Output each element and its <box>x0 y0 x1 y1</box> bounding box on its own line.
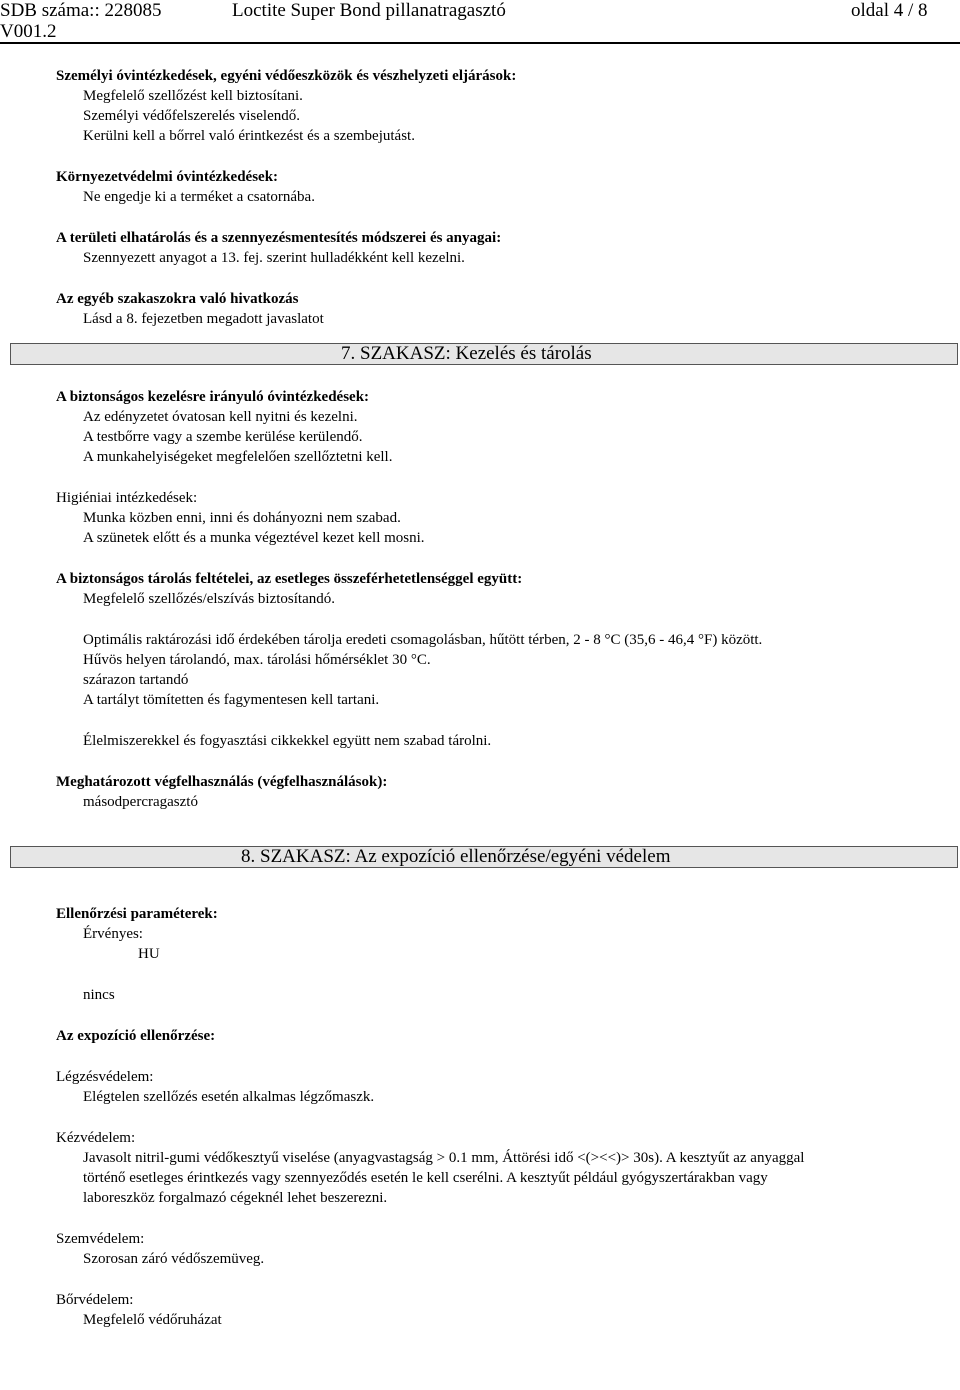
document-body <box>56 66 936 1330</box>
section-7-title: 7. SZAKASZ: Kezelés és tárolás <box>341 343 592 364</box>
list-item: A munkahelyiségeket megfelelően szellőztetni kell. <box>83 449 393 465</box>
hand-label: Kézvédelem: <box>56 1130 136 1146</box>
list-item: Megfelelő szellőzést kell biztosítani. <box>83 88 303 104</box>
header-divider <box>0 42 960 44</box>
section-8-bar <box>10 846 958 868</box>
safe-handling-heading: A biztonságos kezelésre irányuló óvintézkedések: <box>56 389 370 405</box>
page-header <box>0 0 960 44</box>
list-item: A testbőrre vagy a szembe kerülése kerülendő. <box>83 429 363 445</box>
env-precautions-heading: Környezetvédelmi óvintézkedések: <box>56 169 279 185</box>
list-item: Javasolt nitril-gumi védőkesztyű viselése (anyagvastagság > 0.1 mm, Áttörési idő <(><<)> 30s). A kesztyűt az anyaggal <box>83 1150 805 1166</box>
list-item: Hűvös helyen tárolandó, max. tárolási hőmérséklet 30 °C. <box>83 652 431 668</box>
list-item: történő esetleges érintkezés vagy szennyeződés esetén le kell cserélni. A kesztyűt például gyógyszertárakban vagy <box>83 1170 768 1186</box>
list-item: laboreszköz forgalmazó cégeknél lehet beszerezni. <box>83 1190 388 1206</box>
list-item: Optimális raktározási idő érdekében tárolja eredeti csomagolásban, hűtött térben, 2 - 8 °C (35,6 - 46,4 °F) között. <box>83 632 763 648</box>
containment-heading: A területi elhatárolás és a szennyezésmentesítés módszerei és anyagai: <box>56 230 502 246</box>
list-item: másodpercragasztó <box>83 794 198 810</box>
valid-country: HU <box>138 946 160 962</box>
hygiene-heading: Higiéniai intézkedések: <box>56 490 198 506</box>
exposure-controls-heading: Az expozíció ellenőrzése: <box>56 1028 216 1044</box>
valid-label: Érvényes: <box>83 926 143 942</box>
list-item: Lásd a 8. fejezetben megadott javaslatot <box>83 311 324 327</box>
list-item: A tartályt tömítetten és fagymentesen kell tartani. <box>83 692 380 708</box>
list-item: Az edényzetet óvatosan kell nyitni és kezelni. <box>83 409 358 425</box>
personal-precautions-heading: Személyi óvintézkedések, egyéni védőeszközök és vészhelyzeti eljárások: <box>56 68 517 84</box>
respiratory-label: Légzésvédelem: <box>56 1069 154 1085</box>
version: V001.2 <box>0 21 57 42</box>
list-item: Élelmiszerekkel és fogyasztási cikkekkel együtt nem szabad tárolni. <box>83 733 492 749</box>
sdb-number: SDB száma:: 228085 <box>0 0 162 21</box>
list-item: Személyi védőfelszerelés viselendő. <box>83 108 301 124</box>
control-parameters-heading: Ellenőrzési paraméterek: <box>56 906 218 922</box>
list-item: Kerülni kell a bőrrel való érintkezést és a szembejutást. <box>83 128 415 144</box>
page-number: oldal 4 / 8 <box>851 0 928 21</box>
list-item: Munka közben enni, inni és dohányozni nem szabad. <box>83 510 401 526</box>
safe-storage-heading: A biztonságos tárolás feltételei, az esetleges összeférhetetlenséggel együtt: <box>56 571 523 587</box>
section-7-bar <box>10 343 958 365</box>
list-item: Szennyezett anyagot a 13. fej. szerint hulladékként kell kezelni. <box>83 250 465 266</box>
none-value: nincs <box>83 987 115 1003</box>
reference-heading: Az egyéb szakaszokra való hivatkozás <box>56 291 299 307</box>
list-item: Ne engedje ki a terméket a csatornába. <box>83 189 315 205</box>
product-name: Loctite Super Bond pillanatragasztó <box>232 0 506 21</box>
skin-label: Bőrvédelem: <box>56 1292 134 1308</box>
list-item: Megfelelő védőruházat <box>83 1312 222 1328</box>
list-item: Megfelelő szellőzés/elszívás biztosítandó. <box>83 591 336 607</box>
list-item: szárazon tartandó <box>83 672 189 688</box>
eye-label: Szemvédelem: <box>56 1231 145 1247</box>
list-item: A szünetek előtt és a munka végeztével kezet kell mosni. <box>83 530 425 546</box>
end-use-heading: Meghatározott végfelhasználás (végfelhasználások): <box>56 774 388 790</box>
list-item: Elégtelen szellőzés esetén alkalmas légzőmaszk. <box>83 1089 375 1105</box>
section-8-title: 8. SZAKASZ: Az expozíció ellenőrzése/egyéni védelem <box>241 846 671 867</box>
list-item: Szorosan záró védőszemüveg. <box>83 1251 265 1267</box>
